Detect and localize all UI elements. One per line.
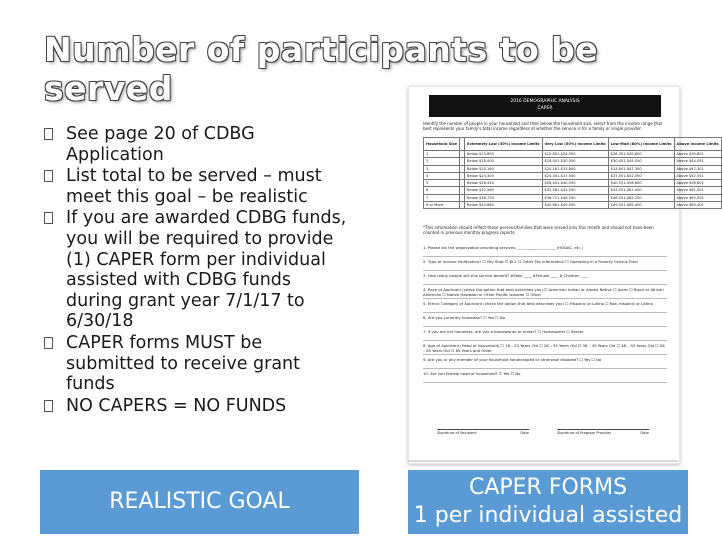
bullet-item xyxy=(44,333,350,395)
signature-provider-label: Signature of Program Provider xyxy=(557,431,612,435)
form-question: 9. Are you or any member of your household handicapped or otherwise disabled? ☐ Yes ☐ No xyxy=(423,355,667,369)
table-row xyxy=(424,158,722,165)
table-row xyxy=(424,172,722,179)
date-label: Date xyxy=(520,431,529,435)
table-cell: Below $24,300 xyxy=(465,172,542,179)
table-cell: $28,441-$40,550 xyxy=(542,180,608,187)
caper-form-image xyxy=(408,86,719,464)
table-cell: Above $61,001 xyxy=(674,187,721,194)
table-cell: $49,551-$69,400 xyxy=(608,202,674,209)
bullet-text: CAPER forms MUST be submitted to receive grant funds xyxy=(66,332,301,395)
column-header: Low-Mod (80%) Income Limits xyxy=(608,138,674,151)
table-row xyxy=(424,151,722,158)
form-question: 5. Ethnic Category of Applicant (check the option that best describes you) ☐ Hispanic or Latino ☐ Non-Hispanic or Latino xyxy=(423,299,667,313)
table-cell: 3 xyxy=(424,165,460,172)
table-row xyxy=(424,202,722,209)
signature-recipient-label: Signature of Recipient xyxy=(437,431,477,435)
table-cell: Below $36,720 xyxy=(465,194,542,201)
table-cell: Below $32,580 xyxy=(465,187,542,194)
table-cell: Above $47,301 xyxy=(674,165,721,172)
table-cell: $40,861-$49,550 xyxy=(542,202,608,209)
table-cell: 7 xyxy=(424,194,460,201)
table-cell: $43,551-$61,000 xyxy=(608,187,674,194)
table-row xyxy=(424,180,722,187)
form-question: 7. If you are not homeless, are you a homeowner or renter? ☐ Homeowner ☐ Renter xyxy=(423,327,667,341)
table-cell: Below $20,160 xyxy=(465,165,542,172)
bullet-text: See page 20 of CDBG Application xyxy=(66,124,255,165)
caption-left-text: REALISTIC GOAL xyxy=(109,489,290,514)
table-cell: $20,161-$33,800 xyxy=(542,165,608,172)
signature-recipient-line xyxy=(437,429,529,435)
table-cell: $15,801-$26,300 xyxy=(542,151,608,158)
table-cell: Below $15,800 xyxy=(465,151,542,158)
bullet-text: List total to be served – must meet this goal – be realistic xyxy=(66,166,322,207)
table-cell: 6 xyxy=(424,187,460,194)
form-header xyxy=(429,95,661,117)
table-cell: 8 or More xyxy=(424,202,460,209)
table-cell: $32,581-$43,550 xyxy=(542,187,608,194)
table-cell: $30,051-$44,050 xyxy=(608,158,674,165)
bullet-box-icon xyxy=(44,400,53,412)
slide-title: Number of participants to be served xyxy=(44,30,599,108)
bullet-list xyxy=(44,124,350,417)
caption-realistic-goal xyxy=(40,470,359,534)
bullet-box-icon xyxy=(44,212,53,224)
table-cell: Above $39,801 xyxy=(674,151,721,158)
bullet-box-icon xyxy=(44,170,53,182)
form-header-subtitle: CAPER xyxy=(537,106,553,111)
image-underline xyxy=(408,460,678,462)
form-question: 10. Are you female head of household? ☐ Yes ☐ No xyxy=(423,369,667,383)
form-question: 4. Race of Applicant (check the option that best describes you) ☐ American Indian or Alaska Native ☐ Asian ☐ Black or African American ☐ Native Hawaiian or Other Pacific Islander ☐ Other xyxy=(423,285,667,299)
form-question: 6. Are you currently homeless? ☐ Yes ☐ No xyxy=(423,313,667,327)
form-question: 2. Type of Income Verification? ☐ Pay Stub ☐ W-2 ☐ Other Tax Information ☐ Operating in a Poverty Census Tract xyxy=(423,257,667,271)
income-table xyxy=(423,137,722,209)
table-cell: Above $44,051 xyxy=(674,158,721,165)
form-intro: Identify the number of people in your household and then below the household size, select from the income range that best represents your family's total income regardless of whether the service is for a family or single provider. xyxy=(423,121,663,132)
table-row xyxy=(424,165,722,172)
table-cell: $24,301-$37,550 xyxy=(542,172,608,179)
table-cell: 5 xyxy=(424,180,460,187)
table-row xyxy=(424,194,722,201)
table-cell: $26,301-$39,800 xyxy=(608,151,674,158)
form-question: 1. Please list the organization providing services: ____________________ (HODAC, etc.) xyxy=(423,243,667,257)
bullet-item xyxy=(44,208,350,332)
bullet-item xyxy=(44,124,350,165)
table-cell: Above $65,201 xyxy=(674,194,721,201)
form-question: 3. How many people will this service benefit? #Male ____ #Female ____ # Children ____ xyxy=(423,271,667,285)
caption-caper-forms xyxy=(408,470,688,534)
form-note: *This information should reflect those persons/families that were served only this month and should not have been counted in previous monthly progress reports. xyxy=(423,225,654,235)
table-cell: $18,001-$30,050 xyxy=(542,158,608,165)
column-header: Above Income Limits xyxy=(674,138,721,151)
column-header: Extremely Low (30%) Income Limits xyxy=(465,138,542,151)
table-header-row xyxy=(424,138,722,151)
form-header-title: 2016 DEMOGRAPHIC ANALYSIS xyxy=(510,99,580,104)
table-cell: 4 xyxy=(424,172,460,179)
caption-right-line2: 1 per individual assisted xyxy=(413,503,683,528)
table-row xyxy=(424,187,722,194)
table-cell: $37,551-$52,550 xyxy=(608,172,674,179)
form-questions xyxy=(423,243,667,383)
table-cell: $46,551-$65,200 xyxy=(608,194,674,201)
bullet-item xyxy=(44,166,350,207)
table-cell: Above $52,551 xyxy=(674,172,721,179)
bullet-text: If you are awarded CDBG funds, you will be required to provide (1) CAPER form per individual assisted with CDBG funds during grant year 7/1/17 to 6/30/18 xyxy=(66,208,347,332)
bullet-text: NO CAPERS = NO FUNDS xyxy=(66,395,287,416)
signature-provider-line xyxy=(557,429,649,435)
bullet-item xyxy=(44,396,350,417)
column-header: Very Low (50%) Income Limits xyxy=(542,138,608,151)
form-question: 8. Age of Applicant (Head of Household) ☐ 18 – 25 Years Old ☐ 26 – 35 Years Old ☐ 36 – 45 Years Old ☐ 46 – 55 Years Old ☐ 56 – 65 Years Old ☐ 65 Years and Older xyxy=(423,341,667,355)
table-cell: Above $69,401 xyxy=(674,202,721,209)
bullet-box-icon xyxy=(44,128,53,140)
table-cell: Below $28,440 xyxy=(465,180,542,187)
table-cell: $36,721-$46,550 xyxy=(542,194,608,201)
table-cell: 1 xyxy=(424,151,460,158)
caption-right-line1: CAPER FORMS xyxy=(468,475,628,500)
table-cell: Below $18,000 xyxy=(465,158,542,165)
bullet-box-icon xyxy=(44,337,53,349)
table-cell: Below $40,860 xyxy=(465,202,542,209)
table-cell: $33,801-$47,300 xyxy=(608,165,674,172)
date-label: Date xyxy=(640,431,649,435)
table-cell: Above $56,801 xyxy=(674,180,721,187)
table-cell: $40,551-$56,800 xyxy=(608,180,674,187)
column-header: Household Size xyxy=(424,138,460,151)
table-cell: 2 xyxy=(424,158,460,165)
